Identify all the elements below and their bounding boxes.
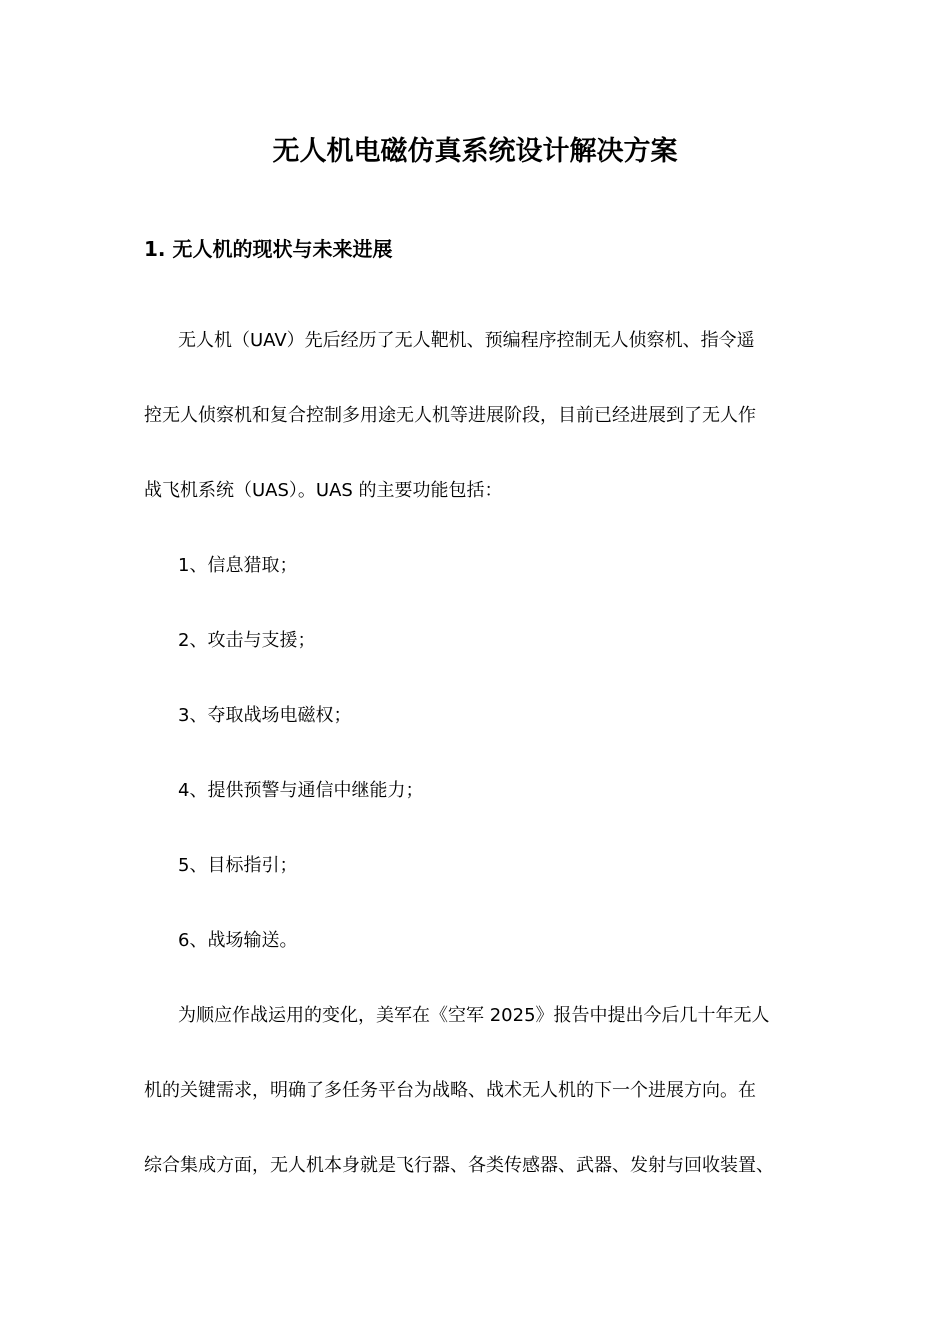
paragraph-line: 机的关键需求，明确了多任务平台为战略、战术无人机的下一个进展方向。在 bbox=[144, 1080, 756, 1101]
function-list bbox=[178, 528, 423, 978]
paragraph-line: 控无人侦察机和复合控制多用途无人机等进展阶段，目前已经进展到了无人作 bbox=[144, 405, 756, 426]
list-item: 6、战场输送。 bbox=[178, 930, 298, 951]
list-item: 4、提供预警与通信中继能力； bbox=[178, 780, 424, 801]
paragraph-intro bbox=[144, 303, 809, 528]
paragraph-line: 综合集成方面，无人机本身就是飞行器、各类传感器、武器、发射与回收装置、 bbox=[144, 1155, 774, 1176]
paragraph-line: 无人机（UAV）先后经历了无人靶机、预编程序控制无人侦察机、指令遥 bbox=[178, 330, 755, 351]
list-item: 2、攻击与支援； bbox=[178, 630, 316, 651]
paragraph-requirements bbox=[144, 978, 809, 1203]
section-heading: 1. 无人机的现状与未来进展 bbox=[144, 237, 393, 261]
document-title: 无人机电磁仿真系统设计解决方案 bbox=[272, 136, 678, 167]
paragraph-line: 为顺应作战运用的变化，美军在《空军 2025》报告中提出今后几十年无人 bbox=[178, 1005, 770, 1026]
list-item: 5、目标指引； bbox=[178, 855, 298, 876]
paragraph-line: 战飞机系统（UAS）。UAS 的主要功能包括： bbox=[144, 480, 503, 501]
list-item: 1、信息猎取； bbox=[178, 555, 298, 576]
list-item: 3、夺取战场电磁权； bbox=[178, 705, 352, 726]
